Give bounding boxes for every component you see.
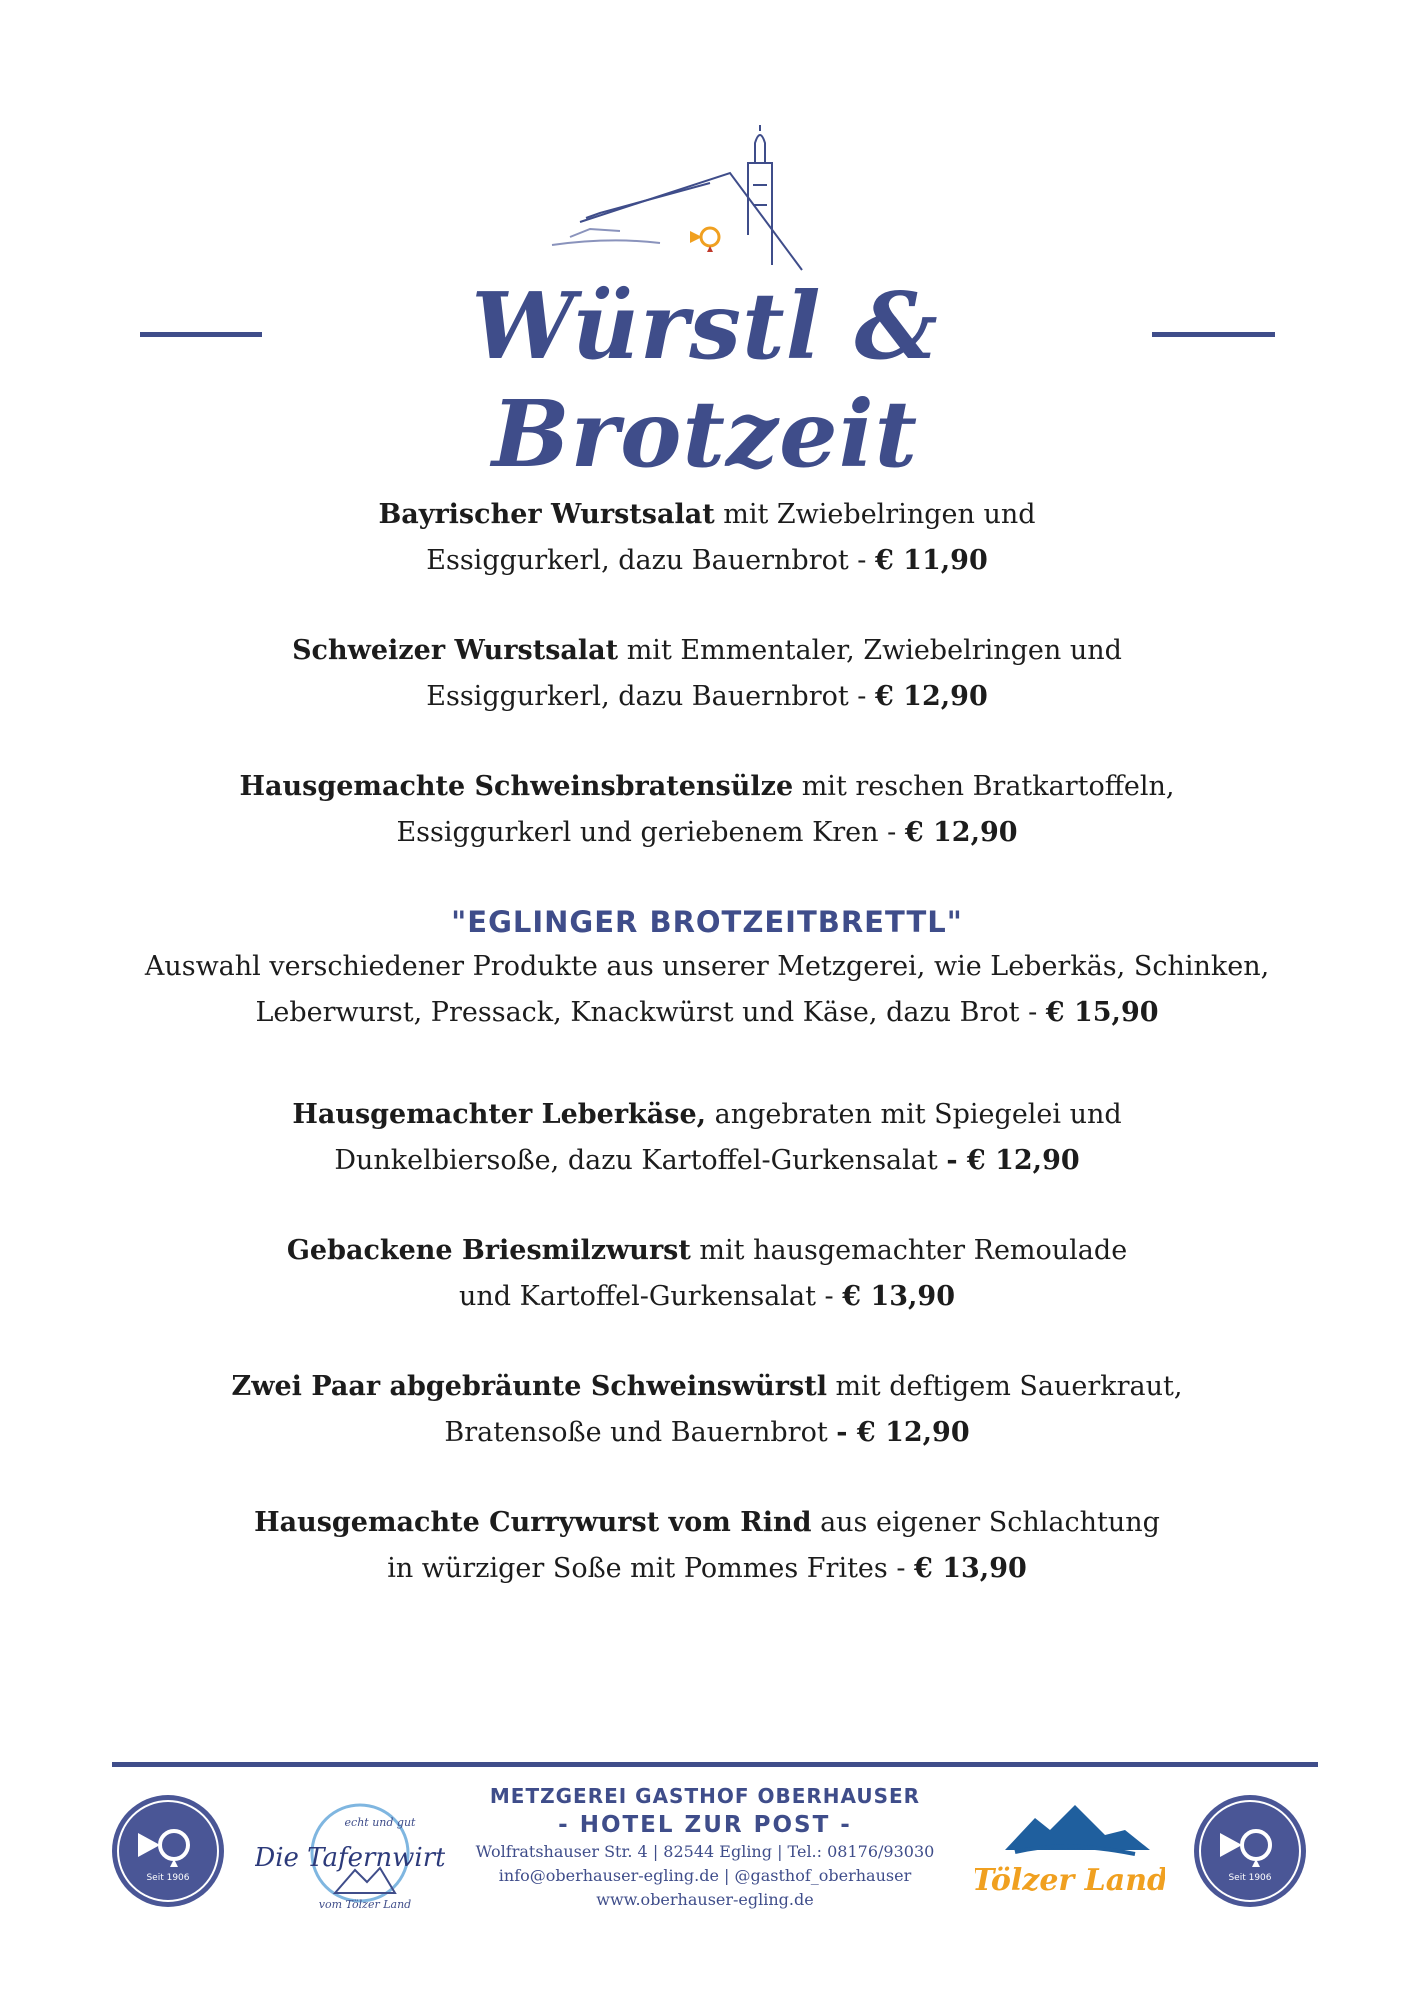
item-description: Essiggurkerl, dazu Bauernbrot - bbox=[426, 681, 875, 712]
item-price: € 13,90 bbox=[842, 1281, 955, 1312]
item-description: Dunkelbiersoße, dazu Kartoffel-Gurkensalat bbox=[334, 1145, 947, 1176]
tafernwirt-name: Die Tafernwirt bbox=[255, 1843, 445, 1873]
business-name: METZGEREI GASTHOF OBERHAUSER bbox=[489, 1784, 921, 1808]
menu-item bbox=[100, 764, 1314, 856]
item-price: - € 12,90 bbox=[946, 1145, 1080, 1176]
seal-text: Seit 1906 bbox=[1228, 1873, 1272, 1883]
item-name: Hausgemachte Schweinsbratensülze bbox=[239, 771, 794, 802]
item-name: Gebackene Briesmilzwurst bbox=[286, 1235, 691, 1266]
seal-text: Seit 1906 bbox=[146, 1873, 190, 1883]
special-item bbox=[100, 900, 1314, 1036]
item-name: Hausgemachte Currywurst vom Rind bbox=[254, 1507, 812, 1538]
item-price: € 13,90 bbox=[914, 1553, 1027, 1584]
item-name: Bayrischer Wurstsalat bbox=[378, 499, 715, 530]
menu-item bbox=[100, 628, 1314, 720]
item-description: in würziger Soße mit Pommes Frites - bbox=[387, 1553, 915, 1584]
item-description: Essiggurkerl und geriebenem Kren - bbox=[396, 817, 905, 848]
special-title: "EGLINGER BROTZEITBRETTL" bbox=[451, 905, 963, 939]
special-description: Leberwurst, Pressack, Knackwürst und Käse, dazu Brot - bbox=[255, 997, 1046, 1028]
menu-item bbox=[100, 1228, 1314, 1320]
posthorn-seal-logo bbox=[112, 1795, 224, 1907]
item-price: € 12,90 bbox=[875, 681, 988, 712]
website-link[interactable]: www.oberhauser-egling.de bbox=[596, 1890, 814, 1909]
item-name: Zwei Paar abgebräunte Schweinswürstl bbox=[231, 1371, 827, 1402]
posthorn-seal-logo bbox=[1194, 1795, 1306, 1907]
email-social-line[interactable]: info@oberhauser-egling.de | @gasthof_oberhauser bbox=[498, 1866, 912, 1885]
menu-list bbox=[100, 492, 1314, 1636]
menu-item bbox=[100, 1364, 1314, 1456]
title-divider-left bbox=[140, 332, 262, 337]
item-description: Essiggurkerl, dazu Bauernbrot - bbox=[426, 545, 875, 576]
item-name: Schweizer Wurstsalat bbox=[292, 635, 619, 666]
item-name: Hausgemachter Leberkäse, bbox=[292, 1099, 707, 1130]
tafernwirt-logo bbox=[255, 1798, 445, 1918]
hotel-name: - HOTEL ZUR POST - bbox=[558, 1812, 852, 1838]
item-price: € 12,90 bbox=[904, 817, 1018, 848]
title-row bbox=[0, 272, 1414, 488]
toelzer-land-logo bbox=[975, 1800, 1165, 1910]
footer-divider bbox=[112, 1762, 1318, 1767]
page-title: Würstl & Brotzeit bbox=[471, 272, 939, 488]
item-description: angebraten mit Spiegelei und bbox=[706, 1099, 1122, 1130]
special-description: Auswahl verschiedener Produkte aus unserer Metzgerei, wie Leberkäs, Schinken, bbox=[144, 951, 1270, 982]
item-description: mit deftigem Sauerkraut, bbox=[826, 1371, 1183, 1402]
item-price: - € 12,90 bbox=[836, 1417, 970, 1448]
item-description: mit reschen Bratkartoffeln, bbox=[793, 771, 1175, 802]
toelzer-land-text: Tölzer Land bbox=[975, 1863, 1165, 1898]
item-description: und Kartoffel-Gurkensalat - bbox=[459, 1281, 843, 1312]
item-description: Bratensoße und Bauernbrot bbox=[444, 1417, 837, 1448]
contact-block bbox=[450, 1782, 960, 1912]
special-price: € 15,90 bbox=[1045, 997, 1159, 1028]
church-posthorn-illustration bbox=[550, 125, 810, 275]
tafernwirt-tagline: echt und gut bbox=[344, 1816, 416, 1829]
menu-item bbox=[100, 1092, 1314, 1184]
posthorn-icon bbox=[112, 1795, 224, 1907]
tafernwirt-subtitle: vom Tölzer Land bbox=[318, 1898, 412, 1911]
posthorn-icon bbox=[690, 228, 719, 252]
item-description: mit hausgemachter Remoulade bbox=[690, 1235, 1128, 1266]
address-line: Wolfratshauser Str. 4 | 82544 Egling | Tel.: 08176/93030 bbox=[475, 1842, 935, 1861]
item-price: € 11,90 bbox=[875, 545, 988, 576]
menu-item bbox=[100, 492, 1314, 584]
posthorn-icon bbox=[1194, 1795, 1306, 1907]
menu-item bbox=[100, 1500, 1314, 1592]
item-description: mit Emmentaler, Zwiebelringen und bbox=[618, 635, 1122, 666]
item-description: aus eigener Schlachtung bbox=[811, 1507, 1160, 1538]
item-description: mit Zwiebelringen und bbox=[714, 499, 1036, 530]
title-divider-right bbox=[1152, 332, 1275, 337]
